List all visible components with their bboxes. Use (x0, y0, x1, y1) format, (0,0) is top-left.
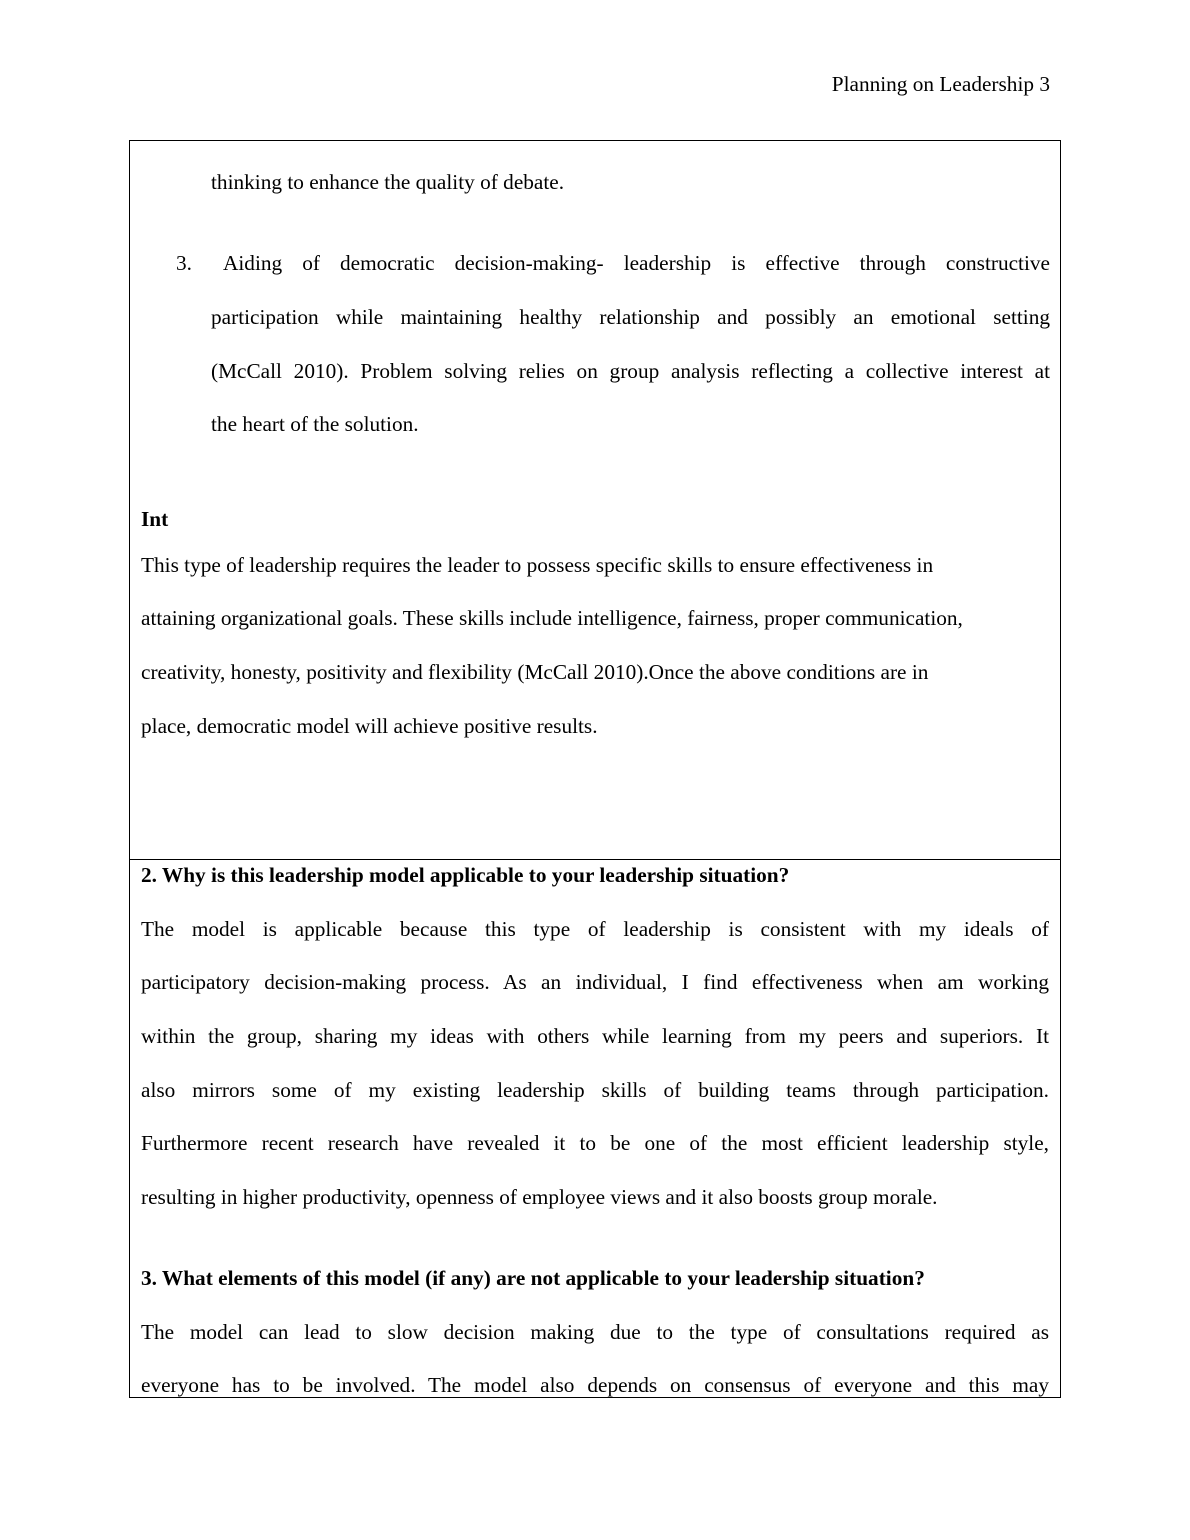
list-item-line: Aiding of democratic decision-making- leadership is effective through constructive (223, 251, 1050, 275)
paragraph-line: The model is applicable because this type of leadership is consistent with my ideals of (141, 917, 1049, 941)
question-3-heading: 3. What elements of this model (if any) are not applicable to your leadership situation? (141, 1266, 925, 1290)
section-heading: Int (141, 507, 169, 531)
paragraph-line: resulting in higher productivity, openness of employee views and it also boosts group morale. (141, 1185, 938, 1209)
list-item-line: the heart of the solution. (211, 412, 419, 436)
paragraph-line: participatory decision-making process. As an individual, I find effectiveness when am working (141, 970, 1049, 994)
paragraph-line: attaining organizational goals. These skills include intelligence, fairness, proper communication, (141, 606, 963, 630)
paragraph-line: also mirrors some of my existing leadership skills of building teams through participation. (141, 1078, 1049, 1102)
paragraph-line: place, democratic model will achieve positive results. (141, 714, 598, 738)
list-item-line: participation while maintaining healthy relationship and possibly an emotional setting (211, 305, 1050, 329)
paragraph-line: This type of leadership requires the leader to possess specific skills to ensure effectiveness in (141, 553, 934, 577)
question-2-heading: 2. Why is this leadership model applicable to your leadership situation? (141, 863, 790, 887)
list-item-line: (McCall 2010). Problem solving relies on group analysis reflecting a collective interest at (211, 359, 1050, 383)
list-item-number: 3. (176, 251, 192, 275)
paragraph-line: everyone has to be involved. The model also depends on consensus of everyone and this may (141, 1373, 1049, 1397)
running-head: Planning on Leadership 3 (831, 72, 1050, 96)
paragraph-line: within the group, sharing my ideas with others while learning from my peers and superiors. It (141, 1024, 1049, 1048)
content-table (129, 140, 1061, 1398)
paragraph-line: Furthermore recent research have revealed it to be one of the most efficient leadership style, (141, 1131, 1049, 1155)
continuation-line: thinking to enhance the quality of debate. (211, 170, 565, 194)
table-cell-questions (130, 860, 1060, 1397)
table-cell-model-description (130, 141, 1060, 860)
paragraph-line: creativity, honesty, positivity and flexibility (McCall 2010).Once the above conditions are in (141, 660, 929, 684)
paragraph-line: The model can lead to slow decision making due to the type of consultations required as (141, 1320, 1049, 1344)
